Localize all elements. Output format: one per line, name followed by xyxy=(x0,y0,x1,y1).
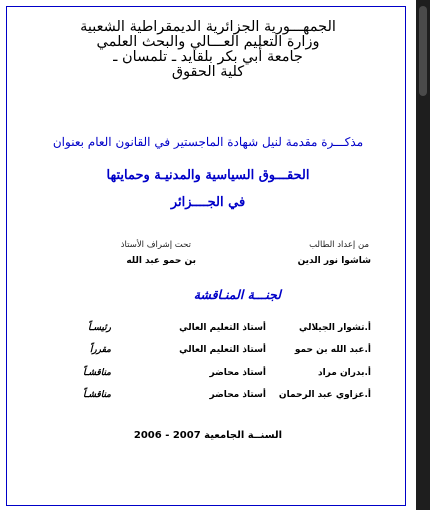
committee-member-name: أ.عبد الله بن حمو xyxy=(294,345,371,355)
committee-member-role: مناقشـاً xyxy=(83,390,111,400)
committee-member-role: رئيسـاً xyxy=(88,323,111,333)
committee-member-rank: أستاذ محاضر xyxy=(209,368,266,378)
student-name: شاشوا نور الدين xyxy=(297,256,371,266)
header-ministry: وزارة التعليم العـــالي والبحث العلمي xyxy=(96,34,320,50)
committee-member-role: مقرراً xyxy=(89,345,111,355)
committee-member-role: مناقشـاً xyxy=(83,368,111,378)
year-value: 2006 - 2007 xyxy=(133,430,201,441)
student-label: من إعداد الطالب xyxy=(309,240,369,250)
year-label: السنــة الجامعية xyxy=(204,430,283,441)
committee-member-rank: أستاذ التعليم العالي xyxy=(179,345,266,355)
committee-member-name: أ.بدران مراد xyxy=(317,368,371,378)
vertical-scrollbar[interactable] xyxy=(416,0,430,510)
thesis-title: الحقـــوق السياسية والمدنيـة وحمايتها xyxy=(106,168,310,183)
header-university: جامعة أبي بكر بلقايد ـ تلمسان ـ xyxy=(113,49,303,65)
committee-member-name: أ.عزاوي عبد الرحمان xyxy=(278,390,371,400)
scrollbar-thumb[interactable] xyxy=(419,6,427,96)
header-faculty: كلية الحقوق xyxy=(171,64,245,80)
header-republic: الجمهـــورية الجزائرية الديمقراطية الشعبية xyxy=(80,19,336,35)
thesis-subtitle: في الجــــزائر xyxy=(170,195,246,210)
thesis-intro: مذكـــرة مقدمة لنيل شهادة الماجستير في القانون العام بعنوان xyxy=(52,135,364,149)
committee-member-rank: أستاذ محاضر xyxy=(209,390,266,400)
supervisor-label: تحت إشراف الأستاذ xyxy=(120,240,191,250)
committee-title: لجنـــة المنـاقشة xyxy=(193,287,281,302)
supervisor-name: بن حمو عبد الله xyxy=(126,256,196,266)
committee-member-rank: أستاذ التعليم العالي xyxy=(179,323,266,333)
committee-member-name: أ.تشوار الجيلالي xyxy=(298,323,371,333)
academic-year xyxy=(0,430,416,441)
